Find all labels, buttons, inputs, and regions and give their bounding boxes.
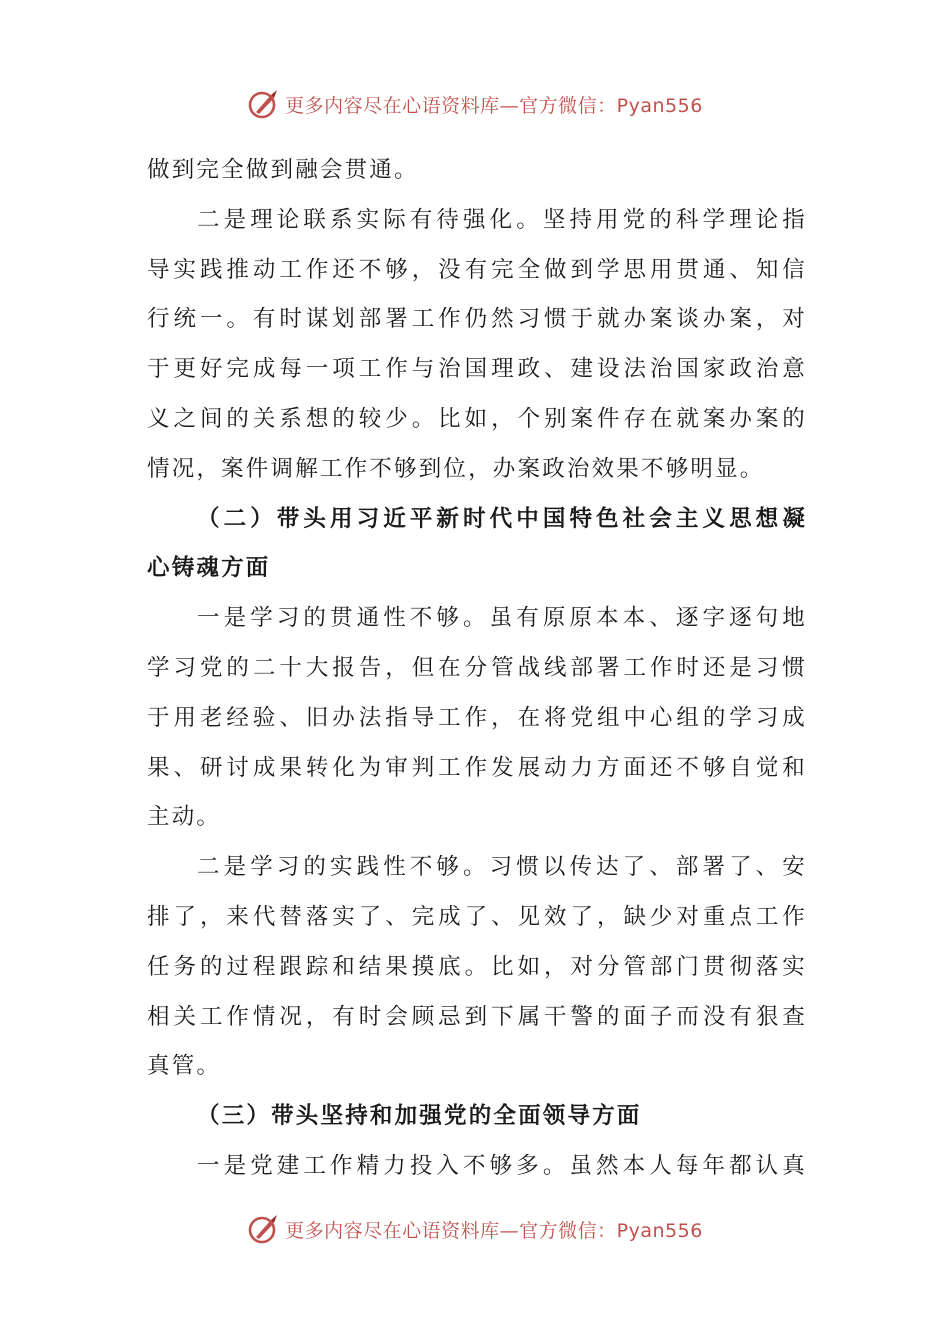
document-body [147,146,807,1192]
quill-logo-icon [247,1212,281,1246]
section-heading-line: 心铸魂方面 [147,555,271,582]
banner-dash: — [499,1219,520,1242]
text-line: 义之间的关系想的较少。比如，个别案件存在就案办案的 [147,405,807,432]
text-line: 二是学习的实践性不够。习惯以传达了、部署了、安 [197,854,807,881]
text-line: 相关工作情况，有时会顾忌到下属干警的面子而没有狠查 [147,1003,807,1030]
text-line: 行统一。有时谋划部署工作仍然习惯于就办案谈办案，对 [147,306,807,333]
banner-site-name: 更多内容尽在心语资料库 [285,1219,500,1242]
text-line: 情况，案件调解工作不够到位，办案政治效果不够明显。 [147,455,765,482]
text-line: 二是理论联系实际有待强化。坚持用党的科学理论指 [197,206,807,233]
banner-contact: 官方微信：Pyan556 [519,94,703,117]
text-line: 任务的过程跟踪和结果摸底。比如，对分管部门贯彻落实 [147,953,807,980]
section-heading-line: （三）带头坚持和加强党的全面领导方面 [197,1103,642,1130]
text-line: 一是学习的贯通性不够。虽有原原本本、逐字逐句地 [197,605,807,632]
footer-banner-text [285,1216,703,1243]
header-banner-text [285,91,703,118]
text-line: 一是党建工作精力投入不够多。虽然本人每年都认真 [197,1152,807,1179]
section-heading-line: （二）带头用习近平新时代中国特色社会主义思想凝 [197,505,807,532]
text-line: 于更好完成每一项工作与治国理政、建设法治国家政治意 [147,356,807,383]
text-line: 学习党的二十大报告，但在分管战线部署工作时还是习惯 [147,654,807,681]
page-header-banner [0,84,950,124]
quill-logo-icon [247,87,281,121]
text-line: 主动。 [147,804,222,831]
text-line: 导实践推动工作还不够，没有完全做到学思用贯通、知信 [147,256,807,283]
text-line: 排了，来代替落实了、完成了、见效了，缺少对重点工作 [147,903,807,930]
page-footer-banner [0,1209,950,1249]
paragraph-text [147,146,807,1192]
text-line: 果、研讨成果转化为审判工作发展动力方面还不够自觉和 [147,754,807,781]
text-line: 于用老经验、旧办法指导工作，在将党组中心组的学习成 [147,704,807,731]
text-line: 真管。 [147,1053,222,1080]
banner-contact: 官方微信：Pyan556 [519,1219,703,1242]
text-line: 做到完全做到融会贯通。 [147,157,419,183]
banner-dash: — [499,94,520,117]
banner-site-name: 更多内容尽在心语资料库 [285,94,500,117]
